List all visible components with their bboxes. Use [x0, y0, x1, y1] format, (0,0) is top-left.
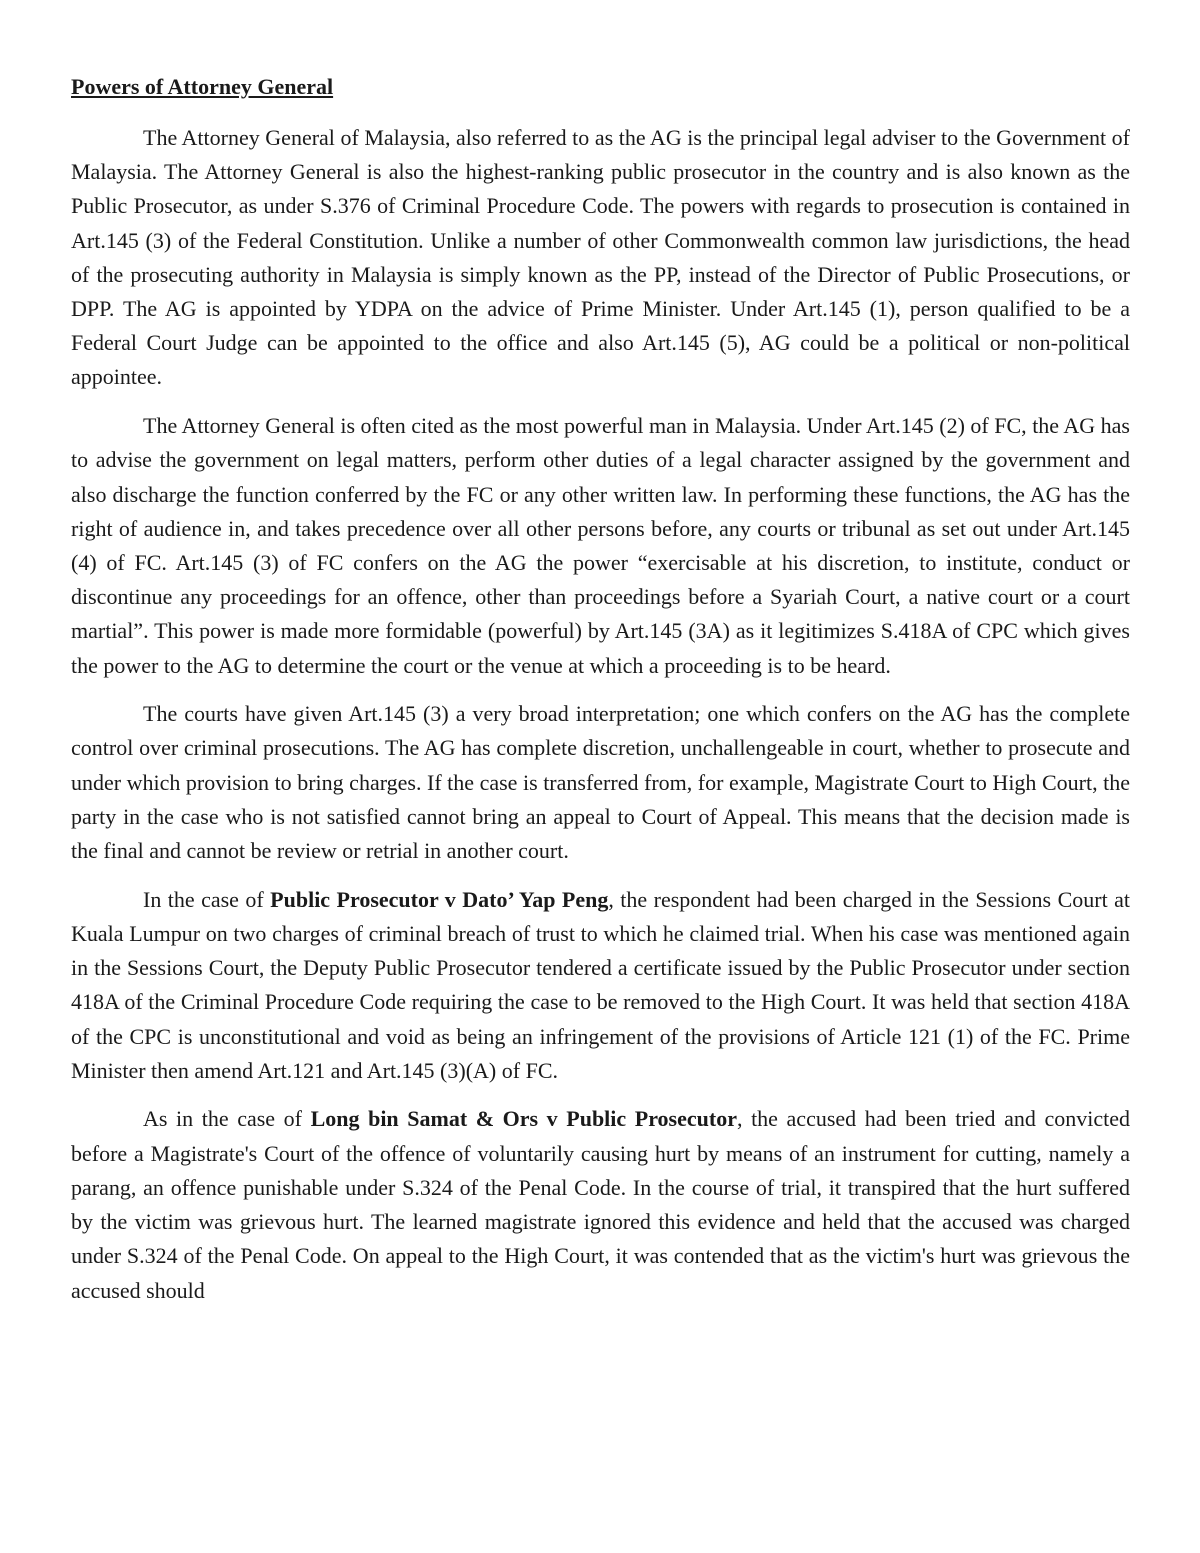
paragraph-1: The Attorney General of Malaysia, also referred to as the AG is the principal legal adviser to the Government of Malaysia. The Attorney General is also the highest-ranking public prosecutor in the country and is also known as the Public Prosecutor, as under S.376 of Criminal Procedure Code. The powers with regards to prosecution is contained in Art.145 (3) of the Federal Constitution. Unlike a number of other Commonwealth common law jurisdictions, the head of the prosecuting authority in Malaysia is simply known as the PP, instead of the Director of Public Prosecutions, or DPP. The AG is appointed by YDPA on the advice of Prime Minister. Under Art.145 (1), person qualified to be a Federal Court Judge can be appointed to the office and also Art.145 (5), AG could be a political or non-political appointee. [71, 125, 1130, 390]
case-name-yap-peng: Public Prosecutor v Dato’ Yap Peng [270, 886, 609, 912]
case-name-long-bin-samat: Long bin Samat & Ors v Public Prosecutor [310, 1106, 737, 1132]
paragraph-5-lead: As in the case of [143, 1106, 311, 1132]
paragraph-5-body: , the accused had been tried and convicted before a Magistrate's Court of the offence of voluntarily causing hurt by means of an instrument for cutting, namely a parang, an offence punishable under S.324 of the Penal Code. In the course of trial, it transpired that the hurt suffered by the victim was grievous hurt. The learned magistrate ignored this evidence and held that the accused was charged under S.324 of the Penal Code. On appeal to the High Court, it was contended that as the victim's hurt was grievous the accused should [71, 1106, 1131, 1303]
paragraph-4-body: , the respondent had been charged in the Sessions Court at Kuala Lumpur on two charges of criminal breach of trust to which he claimed trial. When his case was mentioned again in the Sessions Court, the Deputy Public Prosecutor tendered a certificate issued by the Public Prosecutor under section 418A of the Criminal Procedure Code requiring the case to be removed to the High Court. It was held that section 418A of the CPC is unconstitutional and void as being an infringement of the provisions of Article 121 (1) of the FC. Prime Minister then amend Art.121 and Art.145 (3)(A) of FC. [71, 886, 1130, 1083]
document-title: Powers of Attorney General [71, 74, 334, 99]
paragraph-3: The courts have given Art.145 (3) a very broad interpretation; one which confers on the AG has the complete control over criminal prosecutions. The AG has complete discretion, unchallengeable in court, whether to prosecute and under which provision to bring charges. If the case is transferred from, for example, Magistrate Court to High Court, the party in the case who is not satisfied cannot bring an appeal to Court of Appeal. This means that the decision made is the final and cannot be review or retrial in another court. [71, 701, 1130, 864]
paragraph-2: The Attorney General is often cited as the most powerful man in Malaysia. Under Art.145 (2) of FC, the AG has to advise the government on legal matters, perform other duties of a legal character assigned by the government and also discharge the function conferred by the FC or any other written law. In performing these functions, the AG has the right of audience in, and takes precedence over all other persons before, any courts or tribunal as set out under Art.145 (4) of FC. Art.145 (3) of FC confers on the AG the power “exercisable at his discretion, to institute, conduct or discontinue any proceedings for an offence, other than proceedings before a Syariah Court, a native court or a court martial”. This power is made more formidable (powerful) by Art.145 (3A) as it legitimizes S.418A of CPC which gives the power to the AG to determine the court or the venue at which a proceeding is to be heard. [71, 413, 1130, 678]
paragraph-4 [71, 883, 1130, 1088]
paragraph-4-lead: In the case of [143, 886, 271, 912]
paragraph-5 [71, 1102, 1130, 1307]
